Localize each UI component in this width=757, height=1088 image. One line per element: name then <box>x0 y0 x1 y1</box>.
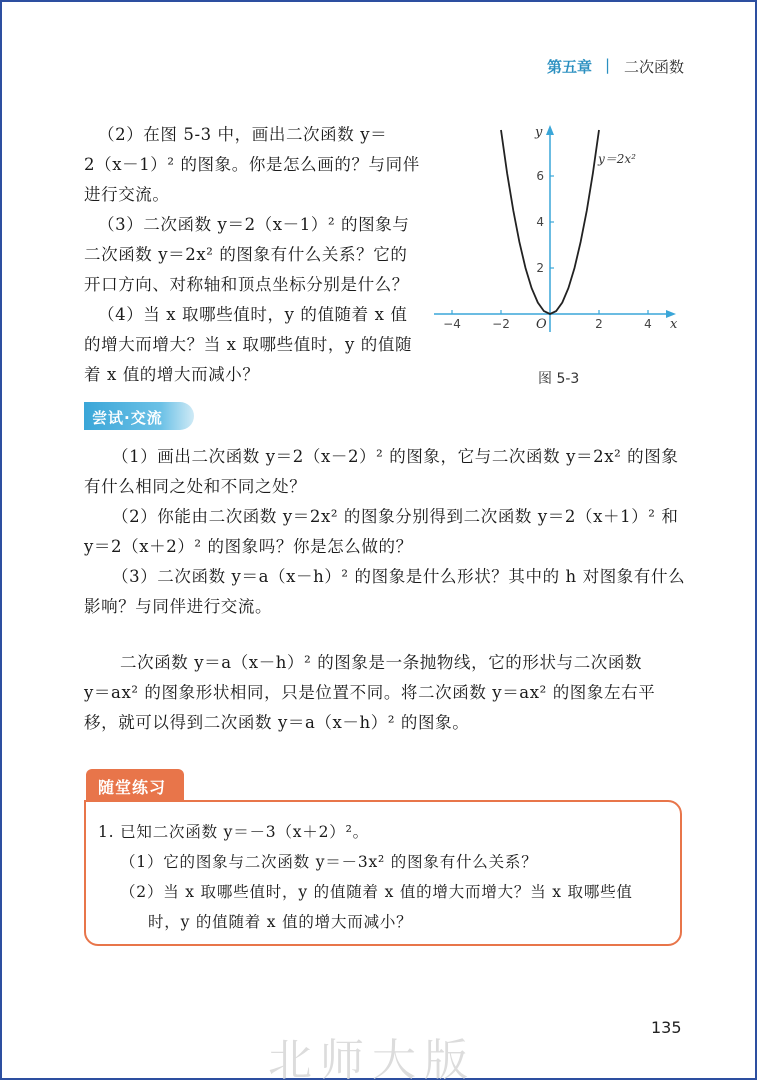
summary-line3: 移，就可以得到二次函数 y＝a（x－h）² 的图象。 <box>84 713 470 732</box>
intro-q2-line3: 进行交流。 <box>84 185 170 204</box>
header-separator: | <box>605 56 611 74</box>
exercise-q1-sub2-line1: （2）当 x 取哪些值时，y 的值随着 x 值的增大而增大？当 x 取哪些值 <box>120 883 633 901</box>
origin-label: O <box>536 317 547 332</box>
tick-group <box>443 169 652 331</box>
try-badge-label: 尝试·交流 <box>92 409 163 427</box>
try-q1-line2: 有什么相同之处和不同之处？ <box>84 477 307 496</box>
chapter-label: 第五章 <box>547 58 593 76</box>
y-axis-label: y <box>535 125 543 140</box>
intro-q2-line2: 2（x－1）² 的图象。你是怎么画的？与同伴 <box>84 155 420 174</box>
summary-line2: y＝ax² 的图象形状相同，只是位置不同。将二次函数 y＝ax² 的图象左右平 <box>84 683 656 702</box>
x-tick-label: −4 <box>443 317 461 331</box>
curve-label: y＝2x² <box>598 152 636 166</box>
try-q2-line1: （2）你能由二次函数 y＝2x² 的图象分别得到二次函数 y＝2（x＋1）² 和 <box>112 507 679 526</box>
try-q1-line1: （1）画出二次函数 y＝2（x－2）² 的图象，它与二次函数 y＝2x² 的图象 <box>112 447 679 466</box>
y-axis-arrow <box>546 125 554 135</box>
x-tick-label: 4 <box>644 317 652 331</box>
intro-q4-line2: 的增大而增大？当 x 取哪些值时，y 的值随 <box>84 335 413 354</box>
intro-q3-line3: 开口方向、对称轴和顶点坐标分别是什么？ <box>84 275 409 294</box>
try-q3-line1: （3）二次函数 y＝a（x－h）² 的图象是什么形状？其中的 h 对图象有什么 <box>112 567 686 586</box>
y-tick-label: 6 <box>536 169 544 183</box>
intro-q3-line1: （3）二次函数 y＝2（x－1）² 的图象与 <box>98 215 410 234</box>
exercise-q1-sub2-line2: 时，y 的值随着 x 值的增大而减小？ <box>148 913 413 931</box>
x-axis-label: x <box>670 317 678 332</box>
x-tick-label: 2 <box>595 317 603 331</box>
exercise-q1-sub1: （1）它的图象与二次函数 y＝－3x² 的图象有什么关系？ <box>120 853 538 871</box>
figure-caption: 图 5-3 <box>538 371 580 387</box>
y-tick-label: 2 <box>536 261 544 275</box>
parabola-graph <box>432 120 682 335</box>
intro-q4-line3: 着 x 值的增大而减小？ <box>84 365 260 384</box>
intro-q2-line1: （2）在图 5-3 中，画出二次函数 y＝ <box>98 125 388 144</box>
summary-line1: 二次函数 y＝a（x－h）² 的图象是一条抛物线，它的形状与二次函数 <box>120 653 643 672</box>
try-q2-line2: y＝2（x＋2）² 的图象吗？你是怎么做的？ <box>84 537 413 556</box>
page-number: 135 <box>651 1018 682 1037</box>
x-tick-label: −2 <box>492 317 510 331</box>
intro-q4-line1: （4）当 x 取哪些值时，y 的值随着 x 值 <box>98 305 408 324</box>
try-q3-line2: 影响？与同伴进行交流。 <box>84 597 273 616</box>
y-tick-label: 4 <box>536 215 544 229</box>
exercise-tab-label: 随堂练习 <box>98 778 167 797</box>
intro-q3-line2: 二次函数 y＝2x² 的图象有什么关系？它的 <box>84 245 408 264</box>
publisher-watermark: 北师大版 <box>268 1035 476 1086</box>
chapter-title: 二次函数 <box>624 58 685 76</box>
exercise-q1: 1. 已知二次函数 y＝－3（x＋2）²。 <box>98 823 369 841</box>
